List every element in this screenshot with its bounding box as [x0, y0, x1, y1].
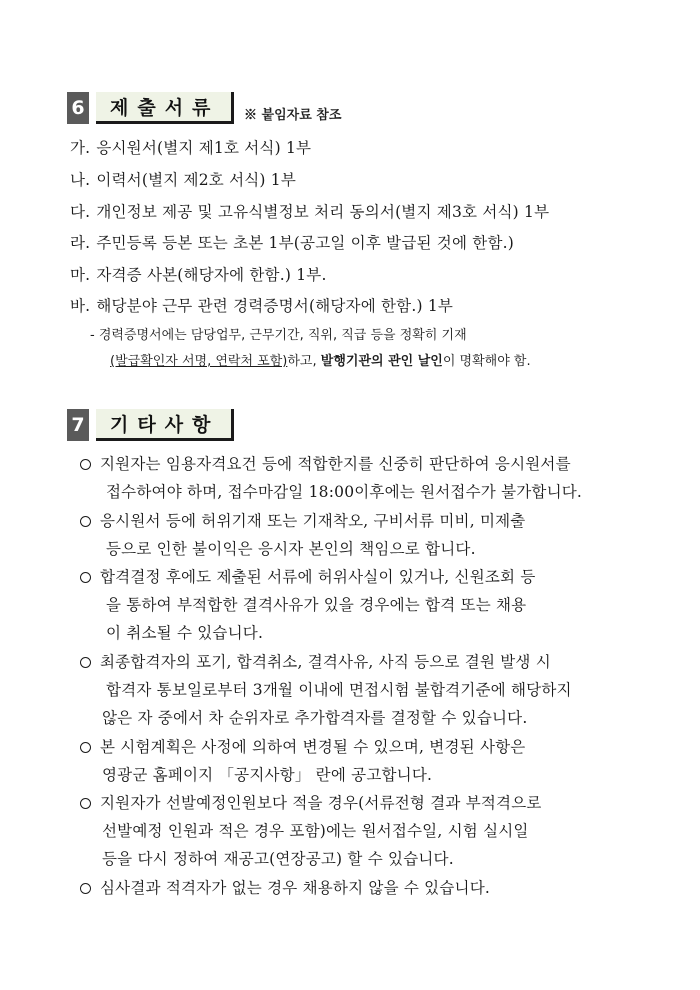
bullet-text: 을 통하여 부적합한 결격사유가 있을 경우에는 합격 또는 채용 [106, 596, 527, 614]
item-marker: 바. [70, 297, 91, 315]
career-cert-note-line2 [110, 350, 531, 369]
notice-bullet [80, 450, 640, 506]
bullet-text: 접수하여야 하며, 접수마감일 18:00이후에는 원서접수가 불가합니다. [106, 483, 583, 501]
bold-text: 발행기관의 관인 날인 [320, 354, 443, 369]
notice-bullet [80, 789, 640, 873]
bullet-text: 지원자가 선발예정인원보다 적을 경우(서류전형 결과 부적격으로 [100, 794, 542, 812]
bullet-text: 합격자 통보일로부터 3개월 이내에 면접시험 불합격기준에 해당하지 [106, 681, 572, 699]
document-item [70, 200, 549, 222]
bullet-text: 이 취소될 수 있습니다. [106, 624, 264, 642]
item-text: 주민등록 등본 또는 초본 1부(공고일 이후 발급된 것에 한함.) [96, 234, 514, 252]
bullet-text: 선발예정 인원과 적은 경우 포함)에는 원서접수일, 시험 실시일 [102, 822, 529, 840]
notice-bullet [80, 648, 640, 732]
item-marker: 라. [70, 234, 91, 252]
section-6-header [67, 92, 341, 124]
circle-bullet-icon [80, 883, 91, 894]
item-marker: 나. [70, 171, 91, 189]
bullet-text: 않은 자 중에서 차 순위자로 추가합격자를 결정할 수 있습니다. [102, 709, 528, 727]
notice-bullet [80, 733, 640, 789]
note-text: 하고, [287, 354, 321, 369]
document-item [70, 168, 296, 190]
section-number-badge: 6 [67, 92, 89, 124]
item-text: 개인정보 제공 및 고유식별정보 처리 동의서(별지 제3호 서식) 1부 [96, 203, 550, 221]
document-item [70, 231, 514, 253]
item-text: 이력서(별지 제2호 서식) 1부 [96, 171, 297, 189]
circle-bullet-icon [80, 798, 91, 809]
circle-bullet-icon [80, 572, 91, 583]
circle-bullet-icon [80, 516, 91, 527]
notice-bullet [80, 874, 640, 902]
note-text: 이 명확해야 함. [442, 354, 531, 369]
bullet-text: 영광군 홈페이지 「공지사항」 란에 공고합니다. [102, 766, 433, 784]
underlined-text: (발급확인자 서명, 연락처 포함) [110, 354, 288, 369]
item-marker: 다. [70, 203, 91, 221]
bullet-text: 등을 다시 정하여 재공고(연장공고) 할 수 있습니다. [102, 850, 454, 868]
bullet-text: 최종합격자의 포기, 합격취소, 결격사유, 사직 등으로 결원 발생 시 [100, 653, 551, 671]
circle-bullet-icon [80, 459, 91, 470]
document-item [70, 136, 311, 158]
bullet-text: 지원자는 임용자격요건 등에 적합한지를 신중히 판단하여 응시원서를 [100, 455, 571, 473]
section-number-badge: 7 [67, 409, 89, 441]
item-marker: 마. [70, 266, 91, 284]
document-item [70, 263, 327, 285]
document-item [70, 294, 453, 316]
section-7-header [67, 409, 234, 441]
item-marker: 가. [70, 139, 91, 157]
circle-bullet-icon [80, 742, 91, 753]
item-text: 자격증 사본(해당자에 한함.) 1부. [96, 266, 327, 284]
circle-bullet-icon [80, 657, 91, 668]
section-title: 제출서류 [96, 92, 234, 124]
career-cert-note-line1: - 경력증명서에는 담당업무, 근무기간, 직위, 직급 등을 정확히 기재 [90, 328, 467, 343]
section-title: 기타사항 [96, 409, 234, 441]
notice-bullet [80, 507, 640, 563]
notice-bullet [80, 563, 640, 647]
attachment-note: ※ 붙임자료 참조 [244, 108, 342, 123]
bullet-text: 심사결과 적격자가 없는 경우 채용하지 않을 수 있습니다. [100, 879, 490, 897]
item-text: 해당분야 근무 관련 경력증명서(해당자에 한함.) 1부 [96, 297, 454, 315]
bullet-text: 응시원서 등에 허위기재 또는 기재착오, 구비서류 미비, 미제출 [100, 512, 526, 530]
bullet-text: 본 시험계획은 사정에 의하여 변경될 수 있으며, 변경된 사항은 [100, 738, 526, 756]
item-text: 응시원서(별지 제1호 서식) 1부 [96, 139, 312, 157]
bullet-text: 등으로 인한 불이익은 응시자 본인의 책임으로 합니다. [106, 540, 476, 558]
bullet-text: 합격결정 후에도 제출된 서류에 허위사실이 있거나, 신원조회 등 [100, 568, 536, 586]
